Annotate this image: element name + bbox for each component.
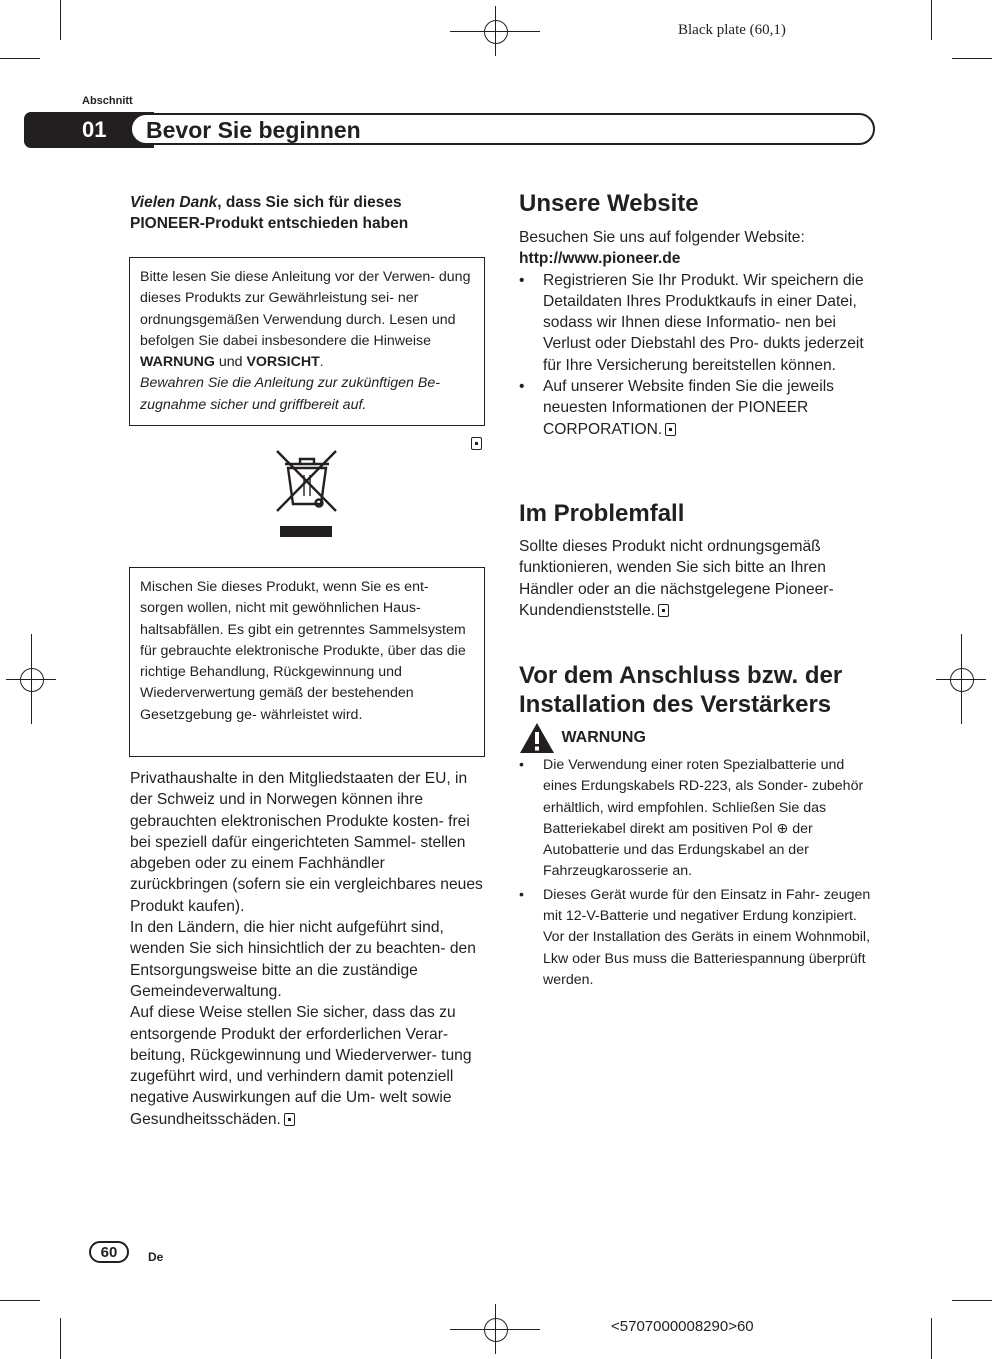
problem-text: Sollte dieses Produkt nicht ordnungsgemäß funktionieren, wenden Sie sich bitte an Ihren Händler oder an die nächstgelegene Pioneer- Kundendienststelle. — [519, 538, 834, 619]
plate-label: Black plate (60,1) — [678, 22, 786, 38]
section-number-text: 01 — [82, 117, 107, 142]
section-title-bar — [130, 113, 875, 145]
notice-und: und — [214, 354, 247, 371]
end-mark-icon — [665, 423, 676, 436]
notice-box — [129, 257, 485, 426]
end-mark-icon — [658, 604, 669, 617]
document-code: <5707000008290>60 — [611, 1318, 754, 1335]
end-mark-icon — [284, 1113, 295, 1126]
disposal-box — [129, 567, 485, 757]
website-heading: Unsere Website — [519, 190, 699, 217]
website-section — [519, 227, 879, 440]
list-item-text: Auf unserer Website finden Sie die jeweils neuesten Informationen der PIONEER CORPORATION. — [543, 378, 834, 438]
notice-period: . — [319, 354, 324, 371]
notice-text: Bitte lesen Sie diese Anleitung vor der Verwen- dung dieses Produkts zur Gewährleistung sei- ner ordnungsgemäßen Verwendung durch. Lesen und befolgen Sie dabei insbesondere die Hinweise — [140, 269, 471, 349]
amp-heading — [519, 661, 899, 719]
crop-mark — [0, 1300, 40, 1301]
notice-vorsicht: VORSICHT — [246, 354, 320, 371]
section-title: Bevor Sie beginnen — [146, 117, 361, 143]
warning-triangle-icon — [519, 722, 555, 754]
warning-label: WARNUNG — [561, 729, 646, 746]
plus-pole-icon: ⊕ — [776, 820, 789, 837]
section-label: Abschnitt — [82, 95, 133, 107]
amp-heading-line1: Vor dem Anschluss bzw. der — [519, 662, 843, 689]
amp-warning-list — [519, 755, 879, 991]
notice-italic: Bewahren Sie die Anleitung zur zukünftigen Be- zugnahme sicher und griffbereit auf. — [140, 375, 440, 413]
thanks-rest: , dass Sie sich für dieses PIONEER-Produkt entschieden haben — [130, 194, 409, 232]
crop-mark — [0, 58, 40, 59]
problem-heading: Im Problemfall — [519, 500, 685, 527]
left-body — [130, 768, 486, 1130]
body-paragraph-text: Auf diese Weise stellen Sie sicher, dass das zu entsorgende Produkt der erforderlichen Verar- beitung, Rückgewinnung und Wiederverwer- tung zugeführt wird, und verhindern damit potenziell negative Auswirkungen auf die Um- welt sowie Gesundheitsschäden. — [130, 1004, 472, 1128]
crop-mark — [931, 1318, 932, 1359]
list-item-text: Dieses Gerät wurde für den Einsatz in Fahr- zeugen mit 12-V-Batterie und negativer Erdung konzipiert. Vor der Installation des Geräts in einem Wohnmobil, Lkw oder Bus muss die Batteriespannung überprüft werden. — [543, 886, 871, 988]
problem-text-block — [519, 536, 879, 621]
list-item-text: der Autobatterie und das Erdungskabel an der Fahrzeugkarosserie an. — [543, 820, 813, 880]
intro-thanks — [130, 192, 480, 234]
thanks-italic: Vielen Dank — [130, 194, 218, 211]
list-item-text: Die Verwendung einer roten Spezialbatterie und eines Erdungskabels RD-223, als Sonder- zubehör erhältlich, wird empfohlen. Schließen Sie das Batteriekabel direkt am positiven Pol — [543, 757, 864, 837]
notice-warnung: WARNUNG — [140, 354, 215, 371]
crop-mark — [931, 0, 932, 40]
crop-mark — [60, 1318, 61, 1359]
crossed-bin-icon — [274, 448, 340, 540]
crop-mark — [60, 0, 61, 40]
crop-mark — [952, 58, 992, 59]
website-intro: Besuchen Sie uns auf folgender Website: — [519, 229, 805, 246]
list-item — [519, 755, 879, 883]
crop-mark — [952, 1300, 992, 1301]
list-item-text: Registrieren Sie Ihr Produkt. Wir speichern die Detaildaten Ihres Produktkaufs in einer Datei, sodass wir Ihnen diese Informatio- nen bei Verlust oder Diebstahl des Pro- dukts jederzeit für Ihre Versicherung bereitstellen können. — [543, 271, 864, 374]
amp-heading-line2: Installation des Verstärkers — [519, 691, 832, 718]
website-url[interactable]: http://www.pioneer.de — [519, 250, 681, 268]
end-mark-icon — [471, 437, 482, 450]
page-number: 60 — [89, 1241, 129, 1263]
list-item — [519, 376, 879, 440]
warning-header — [519, 722, 646, 754]
body-paragraph — [130, 1002, 486, 1130]
body-paragraph: In den Ländern, die hier nicht aufgeführt sind, wenden Sie sich hinsichtlich der zu beachten- den Entsorgungsweise bitte an die zuständige Gemeindeverwaltung. — [130, 919, 476, 1000]
disposal-text: Mischen Sie dieses Produkt, wenn Sie es ent- sorgen wollen, nicht mit gewöhnlichen Haus- haltsabfällen. Es gibt ein getrenntes Sammelsystem für gebrauchte elektronische Produkte, über das die richtige Behandlung, Rückgewinnung und Wiederverwertung gemäß der bestehenden Gesetzgebung ge- währleistet wird. — [140, 579, 466, 723]
body-paragraph: Privathaushalte in den Mitgliedstaaten der EU, in der Schweiz und in Norwegen können ihre gebrauchten elektronischen Produkte kosten- frei bei speziell dafür eingerichteten Sammel- stellen abgeben oder zu einem Fachhändler zurückbringen (sofern sie ein vergleichbares neues Produkt kaufen). — [130, 770, 483, 915]
list-item — [519, 270, 879, 376]
language-label: De — [148, 1250, 164, 1264]
list-item — [519, 885, 879, 991]
